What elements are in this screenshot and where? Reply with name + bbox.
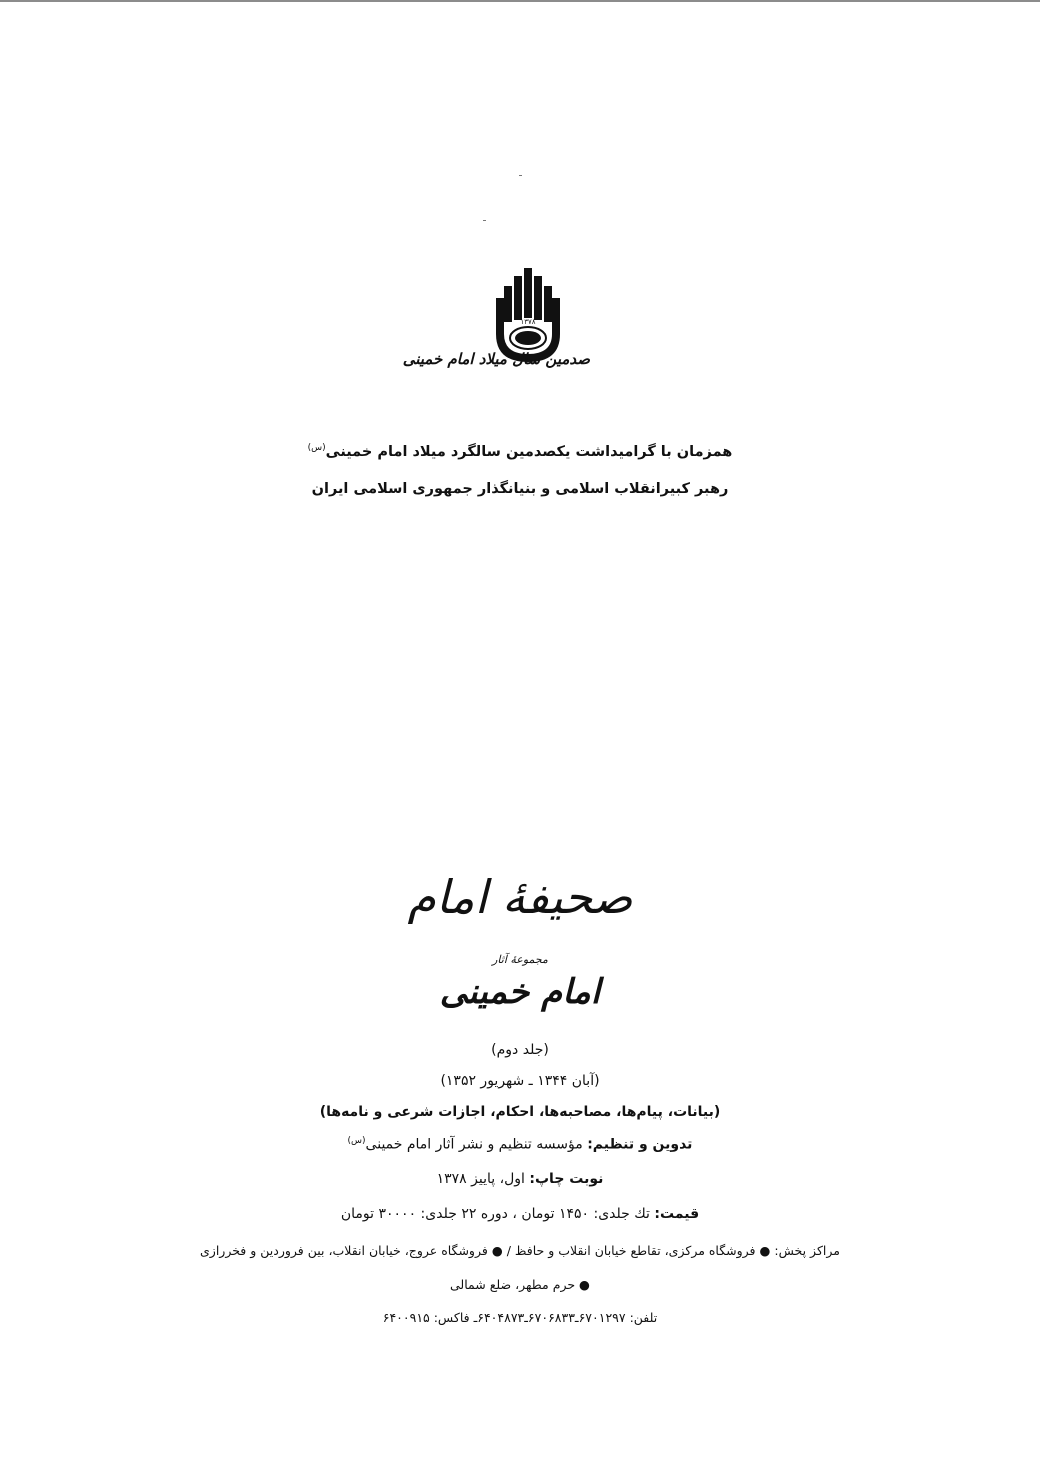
compiler-value: مؤسسه تنظیم و نشر آثار امام خمینی bbox=[365, 1136, 583, 1153]
book-title: صحیفهٔ امام bbox=[407, 870, 633, 924]
dedication-text: همزمان با گرامیداشت یکصدمین سالگرد میلاد امام خمینی bbox=[325, 443, 733, 460]
phone-value: ۶۷۰۱۲۹۷ـ۶۷۰۶۸۳۳ـ۶۴۰۴۸۷۳ـ فاکس: ۶۴۰۰۹۱۵ bbox=[382, 1310, 626, 1325]
distribution-label: مراکز پخش: bbox=[774, 1243, 840, 1258]
edition-line bbox=[0, 1171, 1040, 1187]
date-range: (آبان ۱۳۴۴ ـ شهریور ۱۳۵۲) bbox=[440, 1073, 600, 1089]
author-name: امام خمینی bbox=[439, 972, 601, 1012]
scan-speck bbox=[483, 220, 486, 221]
dedication-line-1 bbox=[0, 443, 1040, 460]
price-line bbox=[0, 1206, 1040, 1222]
distribution-stores: ● فروشگاه مرکزی، تقاطع خیابان انقلاب و حافظ / ● فروشگاه عروج، خیابان انقلاب، بین فروردین و فخررازی bbox=[200, 1243, 771, 1258]
honorific: (س) bbox=[347, 1136, 366, 1146]
honorific: (س) bbox=[307, 443, 326, 453]
year-mark: ۱۳۷۸ bbox=[520, 318, 536, 326]
page-top-border bbox=[0, 0, 1040, 2]
centenary-logo bbox=[482, 268, 578, 388]
book-subtitle: مجموعهٔ آثار bbox=[492, 953, 548, 966]
price-label: قیمت: bbox=[654, 1206, 700, 1222]
distribution-line-2: ● حرم مطهر، ضلع شمالی bbox=[450, 1277, 590, 1292]
compiler-label: تدوین و تنظیم: bbox=[587, 1136, 693, 1153]
edition-value: اول، پاییز ۱۳۷۸ bbox=[436, 1171, 525, 1187]
compiler-line bbox=[0, 1136, 1040, 1153]
edition-label: نوبت چاپ: bbox=[529, 1171, 604, 1187]
scan-speck bbox=[519, 175, 522, 176]
phone-line bbox=[0, 1310, 1040, 1325]
dedication-line-2: رهبر کبیرانقلاب اسلامی و بنیانگذار جمهوری اسلامی ایران bbox=[311, 481, 729, 497]
phone-label: تلفن: bbox=[629, 1310, 658, 1325]
contents-description: (بیانات، پیام‌ها، مصاحبه‌ها، احکام، اجازات شرعی و نامه‌ها) bbox=[319, 1104, 721, 1120]
price-value: تك جلدی: ۱۴۵۰ تومان ، دوره ۲۲ جلدی: ۳۰۰۰۰ تومان bbox=[340, 1206, 650, 1222]
logo-caption: صدمین سال میلاد امام خمینی bbox=[402, 350, 590, 368]
volume-number: (جلد دوم) bbox=[491, 1042, 549, 1058]
distribution-line-1 bbox=[0, 1243, 1040, 1258]
